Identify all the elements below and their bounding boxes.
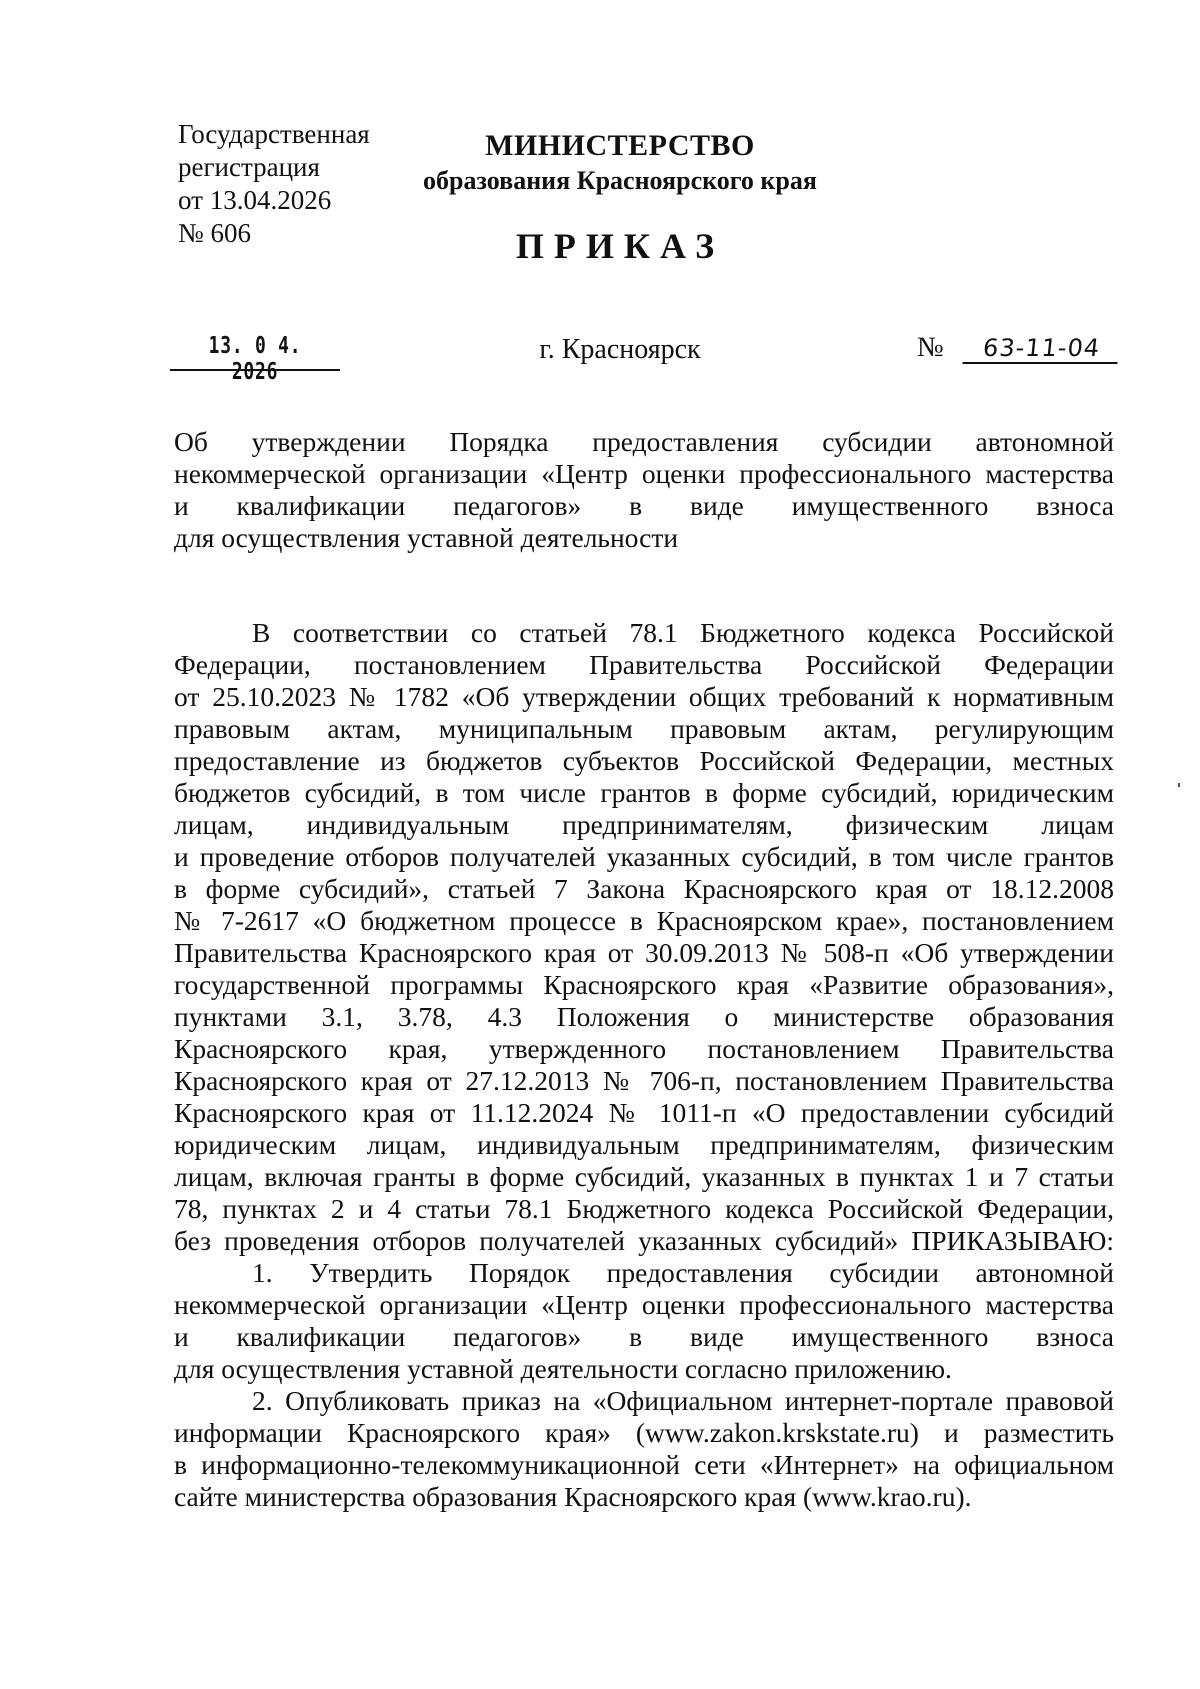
order-date-stamp: 13. 0 4. 2026 — [208, 333, 302, 385]
body-line: Правительства Красноярского края от 30.09.2013 № 508-п «Об утверждении — [174, 937, 1114, 968]
document-type: ПРИКАЗ — [515, 226, 725, 266]
body-line: Красноярского края от 27.12.2013 № 706-п, постановлением Правительства — [174, 1065, 1114, 1096]
order-city: г. Красноярск — [539, 334, 701, 365]
registration-block — [178, 118, 370, 250]
ministry-subtitle: образования Красноярского края — [423, 166, 817, 195]
body-line: предоставление из бюджетов субъектов Российской Федерации, местных — [174, 745, 1114, 776]
body-line: № 7-2617 «О бюджетном процессе в Красноярском крае», постановлением — [174, 905, 1114, 936]
body-line: пунктами 3.1, 3.78, 4.3 Положения о министерстве образования — [174, 1001, 1114, 1032]
body-line: без проведения отборов получателей указанных субсидий» ПРИКАЗЫВАЮ: — [174, 1225, 1114, 1256]
order-date — [170, 333, 340, 385]
body-line: лицам, включая гранты в форме субсидий, указанных в пунктах 1 и 7 статьи — [174, 1161, 1114, 1192]
registration-line: регистрация — [178, 152, 320, 182]
order-body — [174, 617, 1114, 1513]
registration-date: от 13.04.2026 — [178, 185, 332, 215]
body-line: правовым актам, муниципальным правовым актам, регулирующим — [174, 713, 1114, 744]
body-line: информации Красноярского края» (www.zakon.krskstate.ru) и разместить — [174, 1417, 1114, 1448]
body-line: в форме субсидий», статьей 7 Закона Красноярского края от 18.12.2008 — [174, 873, 1114, 904]
body-line: в информационно-телекоммуникационной сети «Интернет» на официальном — [174, 1449, 1114, 1480]
subject-line: для осуществления уставной деятельности — [174, 522, 679, 553]
body-line: и проведение отборов получателей указанных субсидий, в том числе грантов — [174, 841, 1114, 872]
subject-line: некоммерческой организации «Центр оценки профессионального мастерства — [174, 458, 1114, 489]
body-line: бюджетов субсидий, в том числе грантов в форме субсидий, юридическим — [174, 777, 1114, 808]
body-line: В соответствии со статьей 78.1 Бюджетного кодекса Российской — [252, 617, 1114, 648]
number-sign: № — [917, 332, 944, 363]
order-number — [917, 332, 1119, 364]
item-1-line: 1. Утвердить Порядок предоставления субсидии автономной — [252, 1257, 1114, 1288]
body-line: 78, пунктах 2 и 4 статьи 78.1 Бюджетного кодекса Российской Федерации, — [174, 1193, 1114, 1224]
body-line: некоммерческой организации «Центр оценки профессионального мастерства — [174, 1289, 1114, 1320]
scan-speck — [1178, 783, 1180, 787]
ministry-header — [400, 128, 840, 198]
registration-number: № 606 — [178, 218, 252, 248]
item-2-line: 2. Опубликовать приказ на «Официальном интернет-портале правовой — [252, 1385, 1114, 1416]
body-line: Красноярского края, утвержденного постановлением Правительства — [174, 1033, 1114, 1064]
body-line: Красноярского края от 11.12.2024 № 1011-п «О предоставлении субсидий — [174, 1097, 1114, 1128]
body-line: лицам, индивидуальным предпринимателям, физическим лицам — [174, 809, 1114, 840]
body-line: для осуществления уставной деятельности согласно приложению. — [174, 1353, 952, 1384]
body-line: юридическим лицам, индивидуальным предпринимателям, физическим — [174, 1129, 1114, 1160]
body-line: и квалификации педагогов» в виде имущественного взноса — [174, 1321, 1114, 1352]
order-number-handwritten: 63-11-04 — [962, 334, 1120, 364]
body-line: Федерации, постановлением Правительства Российской Федерации — [174, 649, 1114, 680]
subject-line: и квалификации педагогов» в виде имущественного взноса — [174, 490, 1114, 521]
body-line: государственной программы Красноярского края «Развитие образования», — [174, 969, 1114, 1000]
subject-line: Об утверждении Порядка предоставления субсидии автономной — [174, 426, 1114, 457]
order-subject — [174, 426, 1114, 554]
body-line: от 25.10.2023 № 1782 «Об утверждении общих требований к нормативным — [174, 681, 1114, 712]
registration-line: Государственная — [178, 119, 370, 149]
ministry-title: МИНИСТЕРСТВО — [485, 129, 755, 162]
body-line: сайте министерства образования Красноярского края (www.krao.ru). — [174, 1481, 972, 1512]
